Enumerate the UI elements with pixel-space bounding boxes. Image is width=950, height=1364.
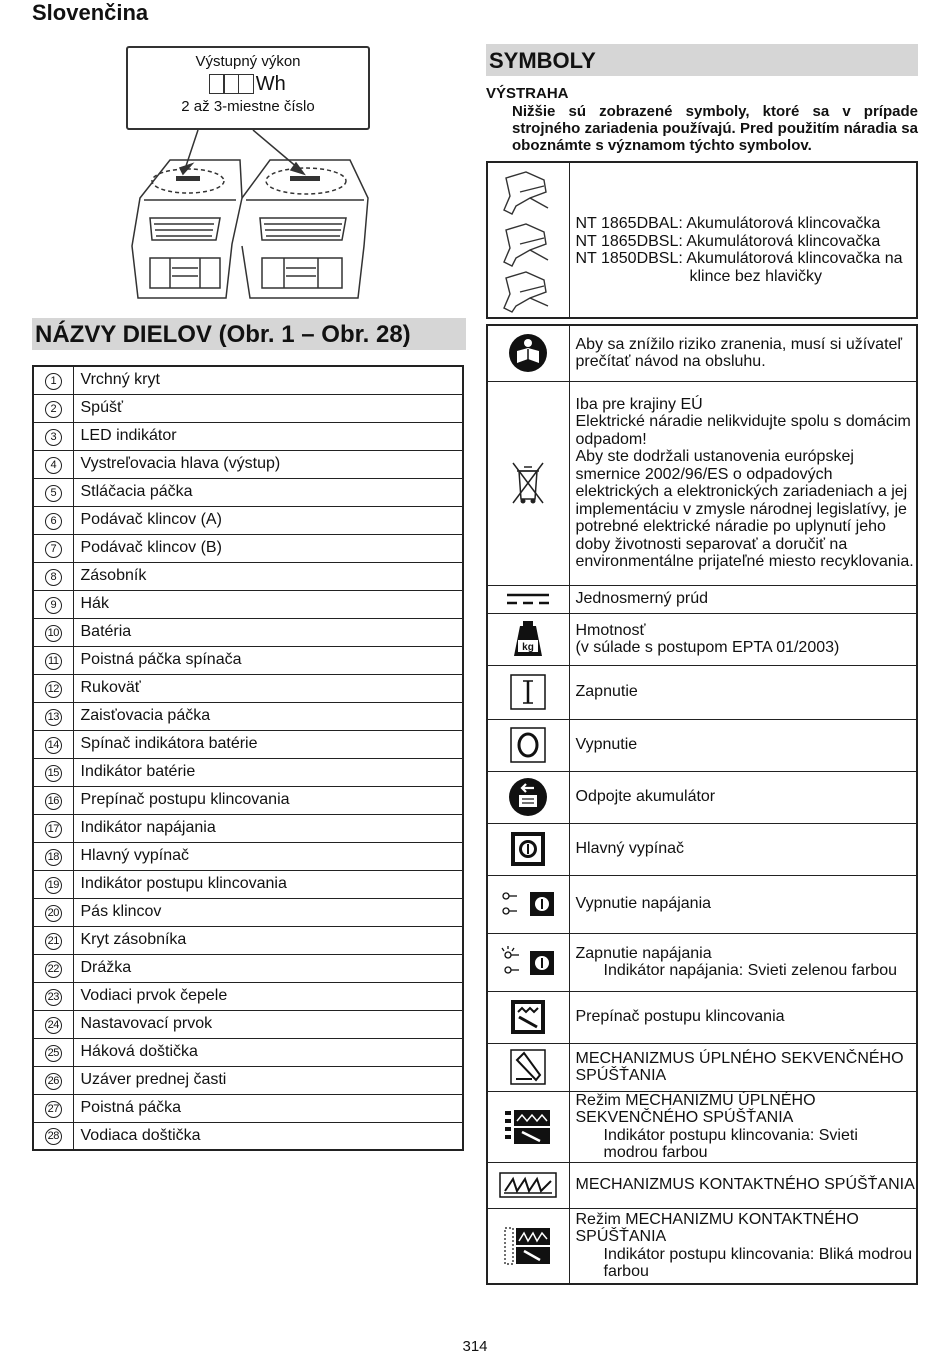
table-row <box>33 1094 463 1122</box>
part-name: Vrchný kryt <box>73 366 463 394</box>
contact-actuation-icon <box>499 1172 557 1198</box>
part-number: 10 <box>45 625 62 642</box>
weee-line-2: Elektrické náradie nelikvidujte spolu s domácim odpadom! <box>575 413 911 448</box>
part-name: Podávač klincov (B) <box>73 534 463 562</box>
power-off-symbol-icon <box>510 727 546 763</box>
table-row <box>33 618 463 646</box>
table-row <box>33 982 463 1010</box>
part-name: Indikátor postupu klincovania <box>73 870 463 898</box>
part-name: Indikátor napájania <box>73 814 463 842</box>
part-name: Poistná páčka spínača <box>73 646 463 674</box>
full-sequential-mode-icon <box>504 1109 552 1145</box>
digit-boxes <box>128 71 368 97</box>
table-row <box>33 1010 463 1038</box>
callout-line3: 2 až 3-miestne číslo <box>181 98 315 115</box>
part-name: Vodiaca doštička <box>73 1122 463 1150</box>
table-row <box>33 366 463 394</box>
part-name: Hák <box>73 590 463 618</box>
part-name: Indikátor batérie <box>73 758 463 786</box>
part-number: 13 <box>45 709 62 726</box>
main-switch-text: Hlavný vypínač <box>569 823 917 875</box>
power-on-line-2: Indikátor napájania: Svieti zelenou farbou <box>603 962 898 979</box>
battery-output-callout <box>126 46 370 130</box>
part-number: 25 <box>45 1045 62 1062</box>
part-number: 23 <box>45 989 62 1006</box>
table-row <box>33 422 463 450</box>
table-row <box>33 758 463 786</box>
part-number: 21 <box>45 933 62 950</box>
part-name: Drážka <box>73 954 463 982</box>
part-name: Rukoväť <box>73 674 463 702</box>
weee-line-1: Iba pre krajiny EÚ <box>575 395 703 413</box>
part-number: 16 <box>45 793 62 810</box>
part-number: 18 <box>45 849 62 866</box>
model-line-1: NT 1865DBAL: Akumulátorová klincovačka <box>575 215 881 232</box>
warning-title: VÝSTRAHA <box>486 85 569 102</box>
page-number: 314 <box>462 1338 488 1355</box>
part-number: 24 <box>45 1017 62 1034</box>
model-table <box>486 161 918 319</box>
part-number: 22 <box>45 961 62 978</box>
part-number: 5 <box>45 485 62 502</box>
weight-icon-text: kg <box>522 642 535 653</box>
power-off-text: Vypnutie napájania <box>569 875 917 933</box>
part-number: 9 <box>45 597 62 614</box>
part-name: Kryt zásobníka <box>73 926 463 954</box>
table-row <box>33 506 463 534</box>
table-row <box>33 730 463 758</box>
part-number: 3 <box>45 429 62 446</box>
disconnect-text: Odpojte akumulátor <box>569 771 917 823</box>
full-sequential-icon <box>510 1049 546 1085</box>
part-number: 20 <box>45 905 62 922</box>
model-line-2: NT 1865DBSL: Akumulátorová klincovačka <box>575 232 881 250</box>
power-on-symbol-icon <box>510 674 546 710</box>
off-text: Vypnutie <box>569 719 917 771</box>
part-number: 15 <box>45 765 62 782</box>
part-number: 6 <box>45 513 62 530</box>
weight-kg-icon <box>511 620 545 658</box>
part-name: Stláčacia páčka <box>73 478 463 506</box>
table-row <box>33 478 463 506</box>
table-row <box>33 1066 463 1094</box>
part-number: 1 <box>45 373 62 390</box>
full-seq-mode-line-2: Indikátor postupu klincovania: Svieti modrou farbou <box>603 1126 858 1161</box>
table-row <box>33 646 463 674</box>
part-name: Spínač indikátora batérie <box>73 730 463 758</box>
parts-table <box>32 365 464 1151</box>
table-row <box>33 702 463 730</box>
nailer-icon <box>500 166 556 314</box>
full-sequential-text: MECHANIZMUS ÚPLNÉHO SEKVENČNÉHO SPÚŠŤANIA <box>569 1043 917 1091</box>
part-name: Vodiaci prvok čepele <box>73 982 463 1010</box>
part-number: 27 <box>45 1101 62 1118</box>
part-name: Podávač klincov (A) <box>73 506 463 534</box>
table-row <box>33 394 463 422</box>
part-name: Batéria <box>73 618 463 646</box>
table-row <box>33 450 463 478</box>
table-row <box>33 954 463 982</box>
part-name: Nastavovací prvok <box>73 1010 463 1038</box>
table-row <box>33 842 463 870</box>
dc-current-icon <box>506 592 550 606</box>
part-number: 4 <box>45 457 62 474</box>
part-number: 19 <box>45 877 62 894</box>
part-name: Spúšť <box>73 394 463 422</box>
table-row <box>33 590 463 618</box>
table-row <box>33 534 463 562</box>
table-row <box>33 870 463 898</box>
dc-current-text: Jednosmerný prúd <box>569 585 917 613</box>
power-off-indicator-icon <box>500 889 556 919</box>
part-number: 28 <box>45 1128 62 1145</box>
full-seq-mode-line-1: Režim MECHANIZMU ÚPLNÉHO SEKVENČNÉHO SPÚŠŤANIA <box>575 1091 816 1126</box>
part-name: Zásobník <box>73 562 463 590</box>
on-text: Zapnutie <box>569 665 917 719</box>
battery-illustration <box>110 128 390 308</box>
table-row <box>33 674 463 702</box>
part-number: 14 <box>45 737 62 754</box>
part-name: Zaisťovacia páčka <box>73 702 463 730</box>
contact-mode-line-1: Režim MECHANIZMU KONTAKTNÉHO SPÚŠŤANIA <box>575 1210 859 1246</box>
part-number: 11 <box>45 653 62 670</box>
contact-actuation-text: MECHANIZMUS KONTAKTNÉHO SPÚŠŤANIA <box>569 1162 917 1208</box>
table-row <box>33 926 463 954</box>
parts-heading: NÁZVY DIELOV (Obr. 1 – Obr. 28) <box>32 318 466 350</box>
symbols-heading: SYMBOLY <box>486 44 918 76</box>
power-on-line-1: Zapnutie napájania <box>575 944 712 962</box>
callout-unit: Wh <box>255 72 286 95</box>
contact-mode-icon <box>504 1227 552 1265</box>
callout-line1: Výstupný výkon <box>195 53 301 70</box>
part-name: Háková doštička <box>73 1038 463 1066</box>
part-name: Poistná páčka <box>73 1094 463 1122</box>
part-number: 8 <box>45 569 62 586</box>
part-number: 12 <box>45 681 62 698</box>
part-name: Uzáver prednej časti <box>73 1066 463 1094</box>
symbol-table <box>486 324 918 1285</box>
weee-line-3: Aby ste dodržali ustanovenia európskej smernice 2002/96/ES o odpadových elektrických a elektronických zariadeniach a jej implementáciu v zmysle národnej legislatívy, je potrebné elektrické náradie po uplynutí jeho doby životnosti separovať a doručiť na environmentálne prijateľné miesto recyklovania. <box>575 448 914 570</box>
language-title: Slovenčina <box>32 0 149 25</box>
model-line-4: klince bez hlavičky <box>689 267 822 285</box>
warning-text: Nižšie sú zobrazené symboly, ktoré sa v prípade strojného zariadenia používajú. Pred použitím náradia sa oboznámte s významom týchto symbolov. <box>512 103 918 154</box>
table-row <box>33 786 463 814</box>
nailer-images <box>487 162 569 318</box>
weight-line-2: (v súlade s postupom EPTA 01/2003) <box>575 639 840 656</box>
table-row <box>33 814 463 842</box>
part-name: Prepínač postupu klincovania <box>73 786 463 814</box>
sequence-selector-icon <box>510 999 546 1035</box>
sequence-selector-text: Prepínač postupu klincovania <box>569 991 917 1043</box>
part-number: 7 <box>45 541 62 558</box>
part-number: 26 <box>45 1073 62 1090</box>
part-name: Vystreľovacia hlava (výstup) <box>73 450 463 478</box>
read-manual-icon <box>508 333 548 373</box>
power-on-indicator-icon <box>500 945 556 979</box>
table-row <box>33 562 463 590</box>
main-switch-icon <box>510 831 546 867</box>
weight-line-1: Hmotnosť <box>575 621 646 639</box>
part-name: Hlavný vypínač <box>73 842 463 870</box>
part-name: Pás klincov <box>73 898 463 926</box>
weee-bin-icon <box>511 461 545 505</box>
table-row <box>33 1122 463 1150</box>
read-manual-text: Aby sa znížilo riziko zranenia, musí si užívateľ prečítať návod na obsluhu. <box>569 325 917 381</box>
part-number: 2 <box>45 401 62 418</box>
table-row <box>33 898 463 926</box>
table-row <box>33 1038 463 1066</box>
disconnect-battery-icon <box>508 777 548 817</box>
contact-mode-line-2: Indikátor postupu klincovania: Bliká modrou farbou <box>603 1245 913 1281</box>
part-name: LED indikátor <box>73 422 463 450</box>
model-line-3: NT 1850DBSL: Akumulátorová klincovačka na <box>575 250 903 267</box>
part-number: 17 <box>45 821 62 838</box>
